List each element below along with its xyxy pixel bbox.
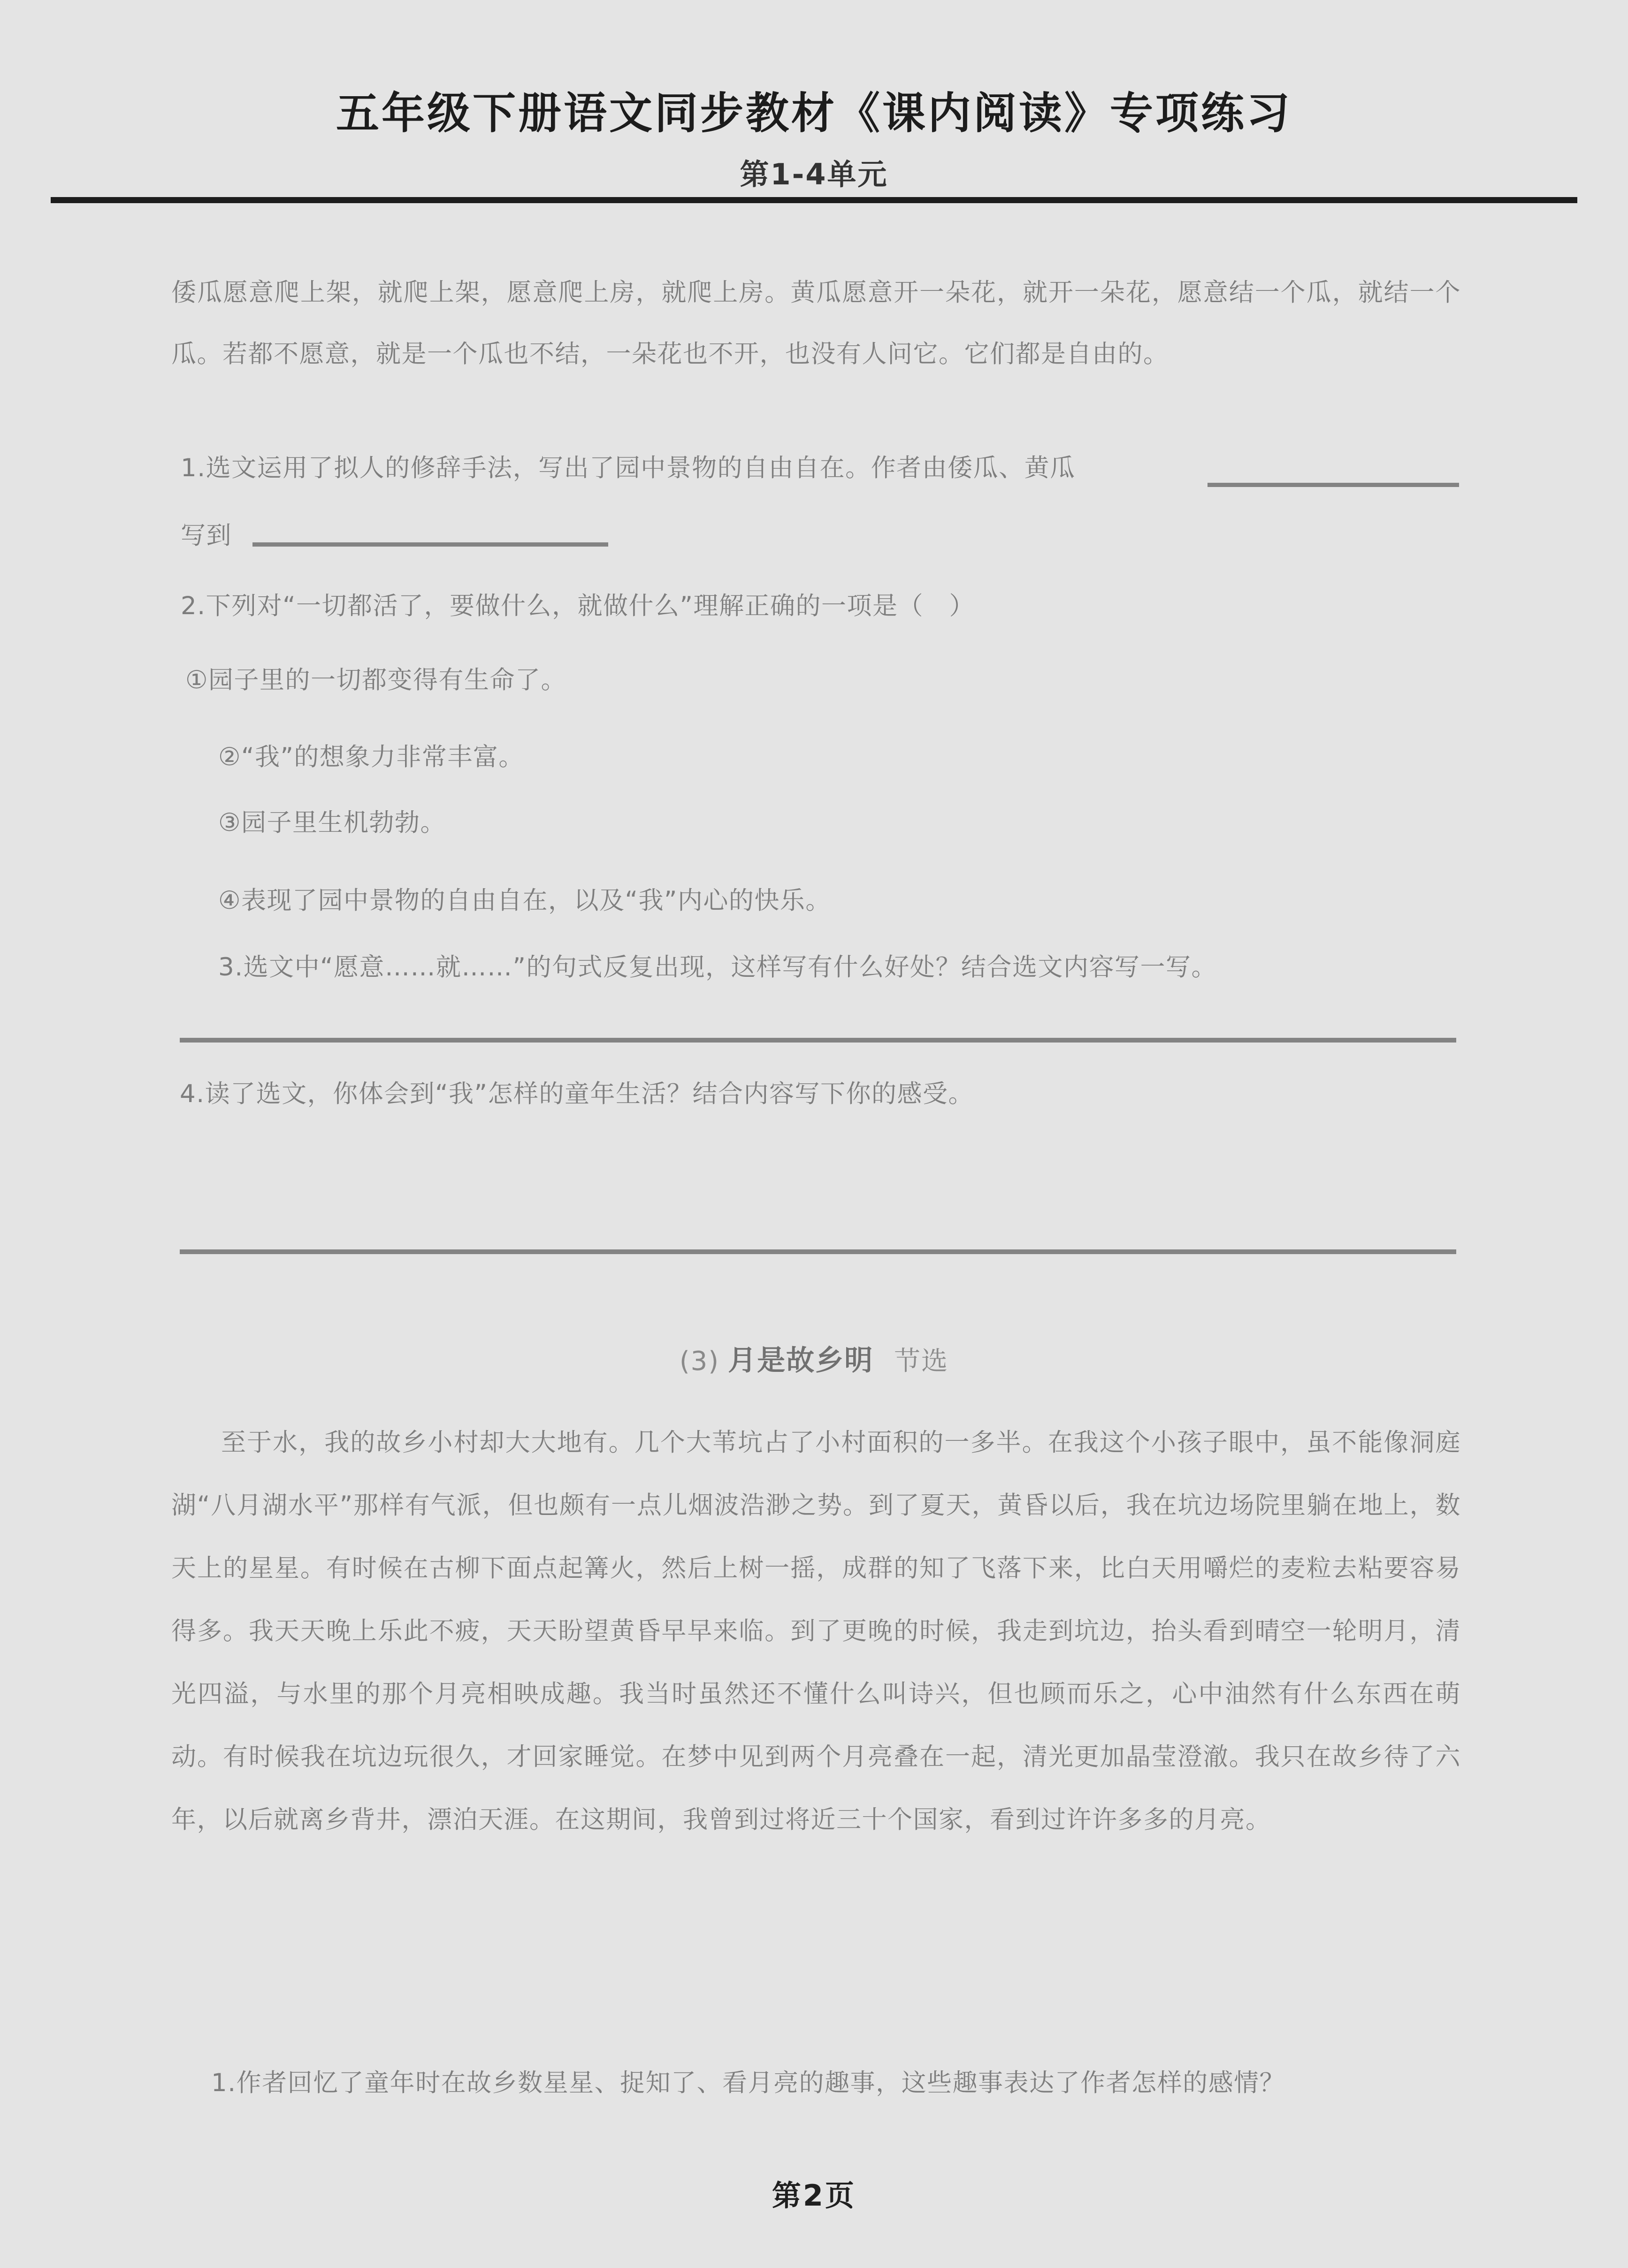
answer-line-2 (180, 1249, 1456, 1254)
question-1-continuation-text: 写到 (181, 521, 232, 550)
passage-continuation: 倭瓜愿意爬上架，就爬上架，愿意爬上房，就爬上房。黄瓜愿意开一朵花，就开一朵花，愿意结一个瓜，就结一个瓜。若都不愿意，就是一个瓜也不结，一朵花也不开，也没有人问它。它们都是自由的。 (171, 278, 1461, 368)
answer-blank-1 (1208, 483, 1459, 487)
section-3-suffix: 节选 (894, 1346, 949, 1377)
page-number: 第2页 (772, 2178, 856, 2213)
section-3-index: (3) (679, 1346, 720, 1377)
title-divider-rule (51, 197, 1577, 203)
option-3: ③园子里生机勃勃。 (218, 808, 446, 837)
option-4: ④表现了园中景物的自由自在，以及“我”内心的快乐。 (218, 886, 831, 915)
section-3-title: 月是故乡明 (728, 1344, 874, 1377)
answer-blank-2 (252, 542, 608, 547)
page-title: 五年级下册语文同步教材《课内阅读》专项练习 (336, 88, 1292, 138)
question-1-text: 1.选文运用了拟人的修辞手法，写出了园中景物的自由自在。作者由倭瓜、黄瓜 (181, 454, 1076, 482)
section-3-heading (0, 1338, 1628, 1378)
answer-line-1 (180, 1038, 1456, 1043)
section-3-passage: 至于水，我的故乡小村却大大地有。几个大苇坑占了小村面积的一多半。在我这个小孩子眼中，虽不能像洞庭湖“八月湖水平”那样有气派，但也颇有一点儿烟波浩渺之势。到了夏天，黄昏以后，我在坑边场院里躺在地上，数天上的星星。有时候在古柳下面点起篝火，然后上树一摇，成群的知了飞落下来，比白天用嚼烂的麦粒去粘要容易得多。我天天晚上乐此不疲，天天盼望黄昏早早来临。到了更晚的时候，我走到坑边，抬头看到晴空一轮明月，清光四溢，与水里的那个月亮相映成趣。我当时虽然还不懂什么叫诗兴，但也顾而乐之，心中油然有什么东西在萌动。有时候我在坑边玩很久，才回家睡觉。在梦中见到两个月亮叠在一起，清光更加晶莹澄澈。我只在故乡待了六年，以后就离乡背井，漂泊天涯。在这期间，我曾到过将近三十个国家，看到过许许多多的月亮。 (171, 1428, 1461, 1834)
page-subtitle: 第1-4单元 (740, 157, 888, 191)
question-1 (181, 453, 1460, 483)
question-1-continuation (181, 521, 1460, 551)
question-2: 2.下列对“一切都活了，要做什么，就做什么”理解正确的一项是（ ） (181, 592, 975, 620)
option-1: ①园子里的一切都变得有生命了。 (185, 666, 567, 694)
section-3-question-1: 1.作者回忆了童年时在故乡数星星、捉知了、看月亮的趣事，这些趣事表达了作者怎样的感情？ (211, 2069, 1285, 2097)
question-3: 3.选文中“愿意……就……”的句式反复出现，这样写有什么好处？结合选文内容写一写。 (218, 953, 1217, 982)
question-4: 4.读了选文，你体会到“我”怎样的童年生活？结合内容写下你的感受。 (180, 1080, 974, 1108)
option-2: ②“我”的想象力非常丰富。 (218, 743, 524, 771)
